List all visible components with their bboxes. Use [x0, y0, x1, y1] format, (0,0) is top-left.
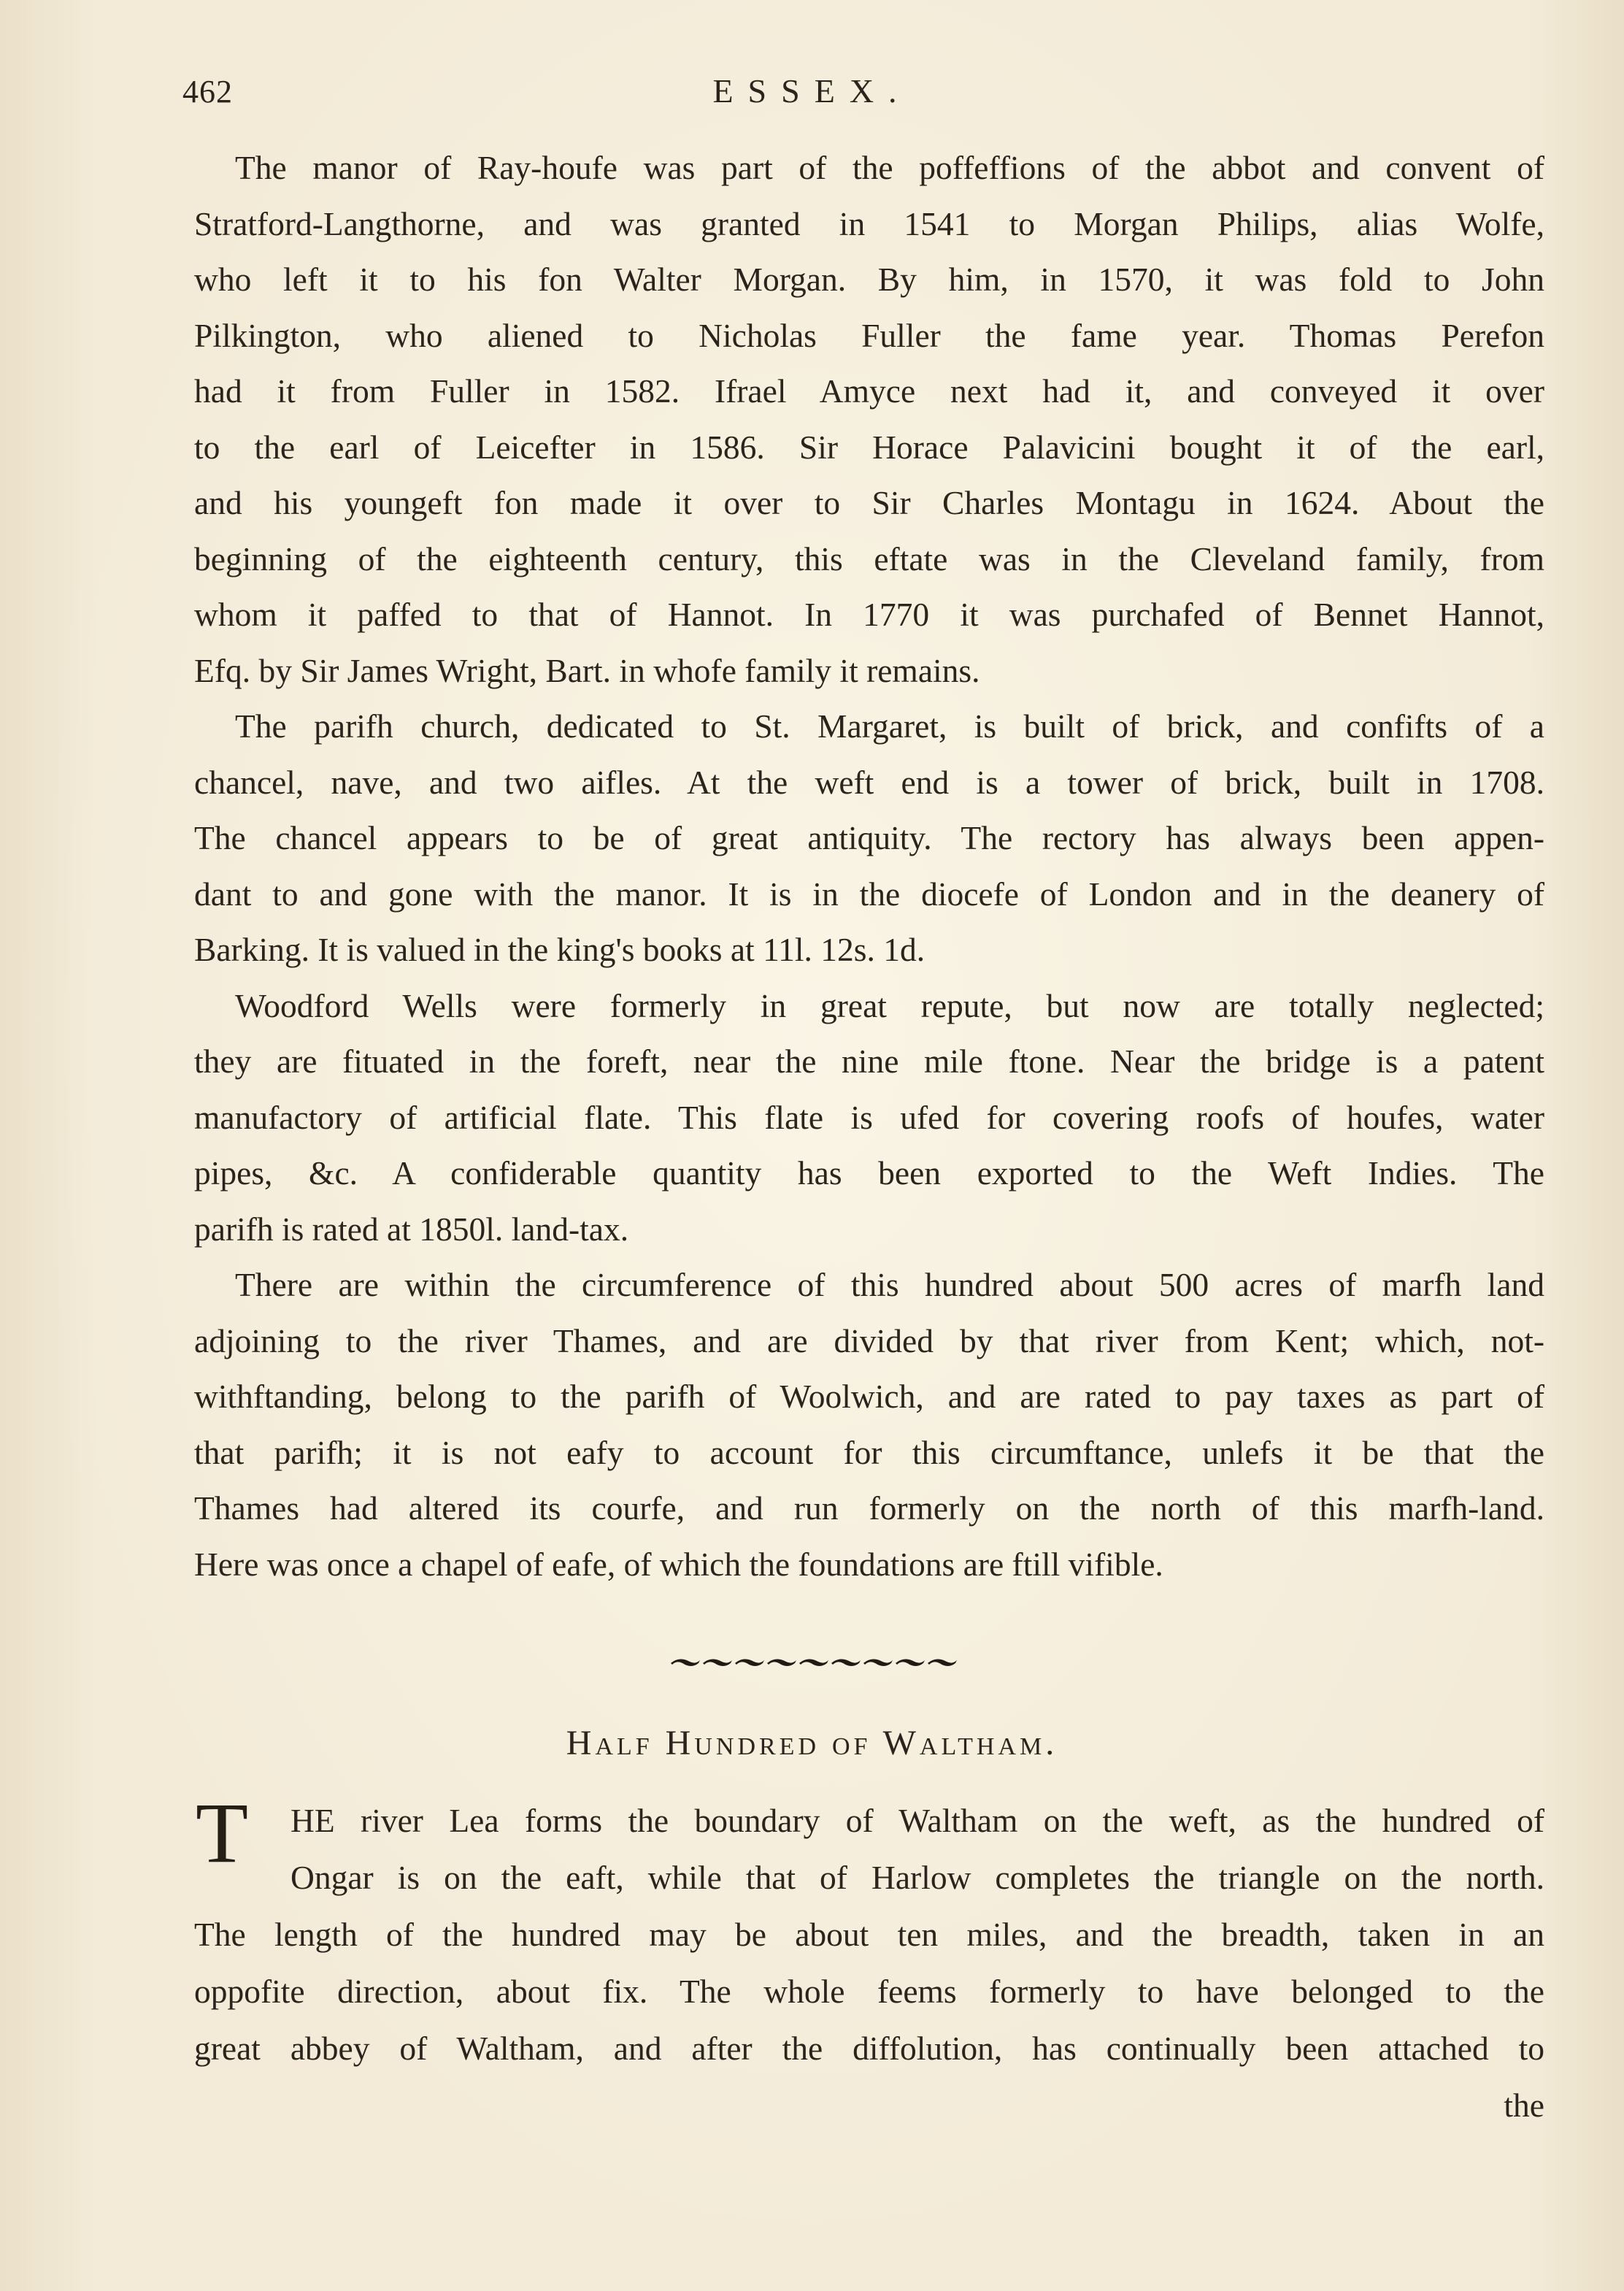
text-line: Barking. It is valued in the king's books at 11l. 12s. 1d. [194, 931, 925, 968]
text-line: chancel, nave, and two aifles. At the weft end is a tower of brick, built in 1708. [194, 763, 1544, 801]
text-line: Woodford Wells were formerly in great repute, but now are totally neglected; [235, 986, 1544, 1024]
page-number: 462 [182, 74, 233, 110]
text-line: adjoining to the river Thames, and are divided by that river from Kent; which, not- [194, 1321, 1544, 1359]
text-line: There are within the circumference of this hundred about 500 acres of marfh land [235, 1266, 1544, 1303]
text-line: beginning of the eighteenth century, this eftate was in the Cleveland family, from [194, 540, 1544, 577]
text-line: manufactory of artificial flate. This flate is ufed for covering roofs of houfes, water [194, 1098, 1544, 1136]
text-line: The length of the hundred may be about ten miles, and the breadth, taken in an [194, 1916, 1544, 1953]
text-line: HE river Lea forms the boundary of Waltham on the weft, as the hundred of [290, 1802, 1544, 1839]
section-ornament [0, 1651, 1624, 1676]
text-line: whom it paffed to that of Hannot. In 1770 it was purchafed of Bennet Hannot, [194, 596, 1544, 633]
text-line: had it from Fuller in 1582. Ifrael Amyce next had it, and conveyed it over [194, 372, 1544, 410]
paragraph-woodford-wells [194, 978, 1544, 1258]
text-line: Efq. by Sir James Wright, Bart. in whofe family it remains. [194, 651, 980, 689]
text-line: The parifh church, dedicated to St. Margaret, is built of brick, and confifts of a [235, 707, 1544, 745]
text-line: to the earl of Leicefter in 1586. Sir Horace Palavicini bought it of the earl, [194, 428, 1544, 466]
text-line: Stratford-Langthorne, and was granted in 1541 to Morgan Philips, alias Wolfe, [194, 204, 1544, 242]
body-text [194, 140, 1544, 1592]
text-line: who left it to his fon Walter Morgan. By him, in 1570, it was fold to John [194, 261, 1544, 298]
section-body [194, 1785, 1544, 2134]
text-line: Here was once a chapel of eafe, of which the foundations are ftill vifible. [194, 1545, 1163, 1583]
text-line: that parifh; it is not eafy to account for this circumftance, unlefs it be that the [194, 1433, 1544, 1471]
text-line: great abbey of Waltham, and after the diffolution, has continually been attached to [194, 2030, 1544, 2067]
text-line: The manor of Ray-houfe was part of the poffeffions of the abbot and convent of [235, 149, 1544, 186]
text-line: Thames had altered its courfe, and run formerly on the north of this marfh-land. [194, 1489, 1544, 1527]
text-line: withftanding, belong to the parifh of Woolwich, and are rated to pay taxes as part of [194, 1378, 1544, 1415]
paragraph-parish-church [194, 699, 1544, 978]
text-line: dant to and gone with the manor. It is in the diocefe of London and in the deanery of [194, 875, 1544, 913]
drop-cap: T [196, 1785, 249, 1881]
text-line: The chancel appears to be of great antiquity. The rectory has always been appen- [194, 819, 1544, 856]
text-line: and his youngeft fon made it over to Sir Charles Montagu in 1624. About the [194, 484, 1544, 521]
paragraph-marsh-land [194, 1257, 1544, 1592]
section-heading: Half Hundred of Waltham. [566, 1724, 1058, 1762]
text-line: parifh is rated at 1850l. land-tax. [194, 1210, 629, 1248]
text-line: oppofite direction, about fix. The whole feems formerly to have belonged to the [194, 1973, 1544, 2010]
text-line: Pilkington, who aliened to Nicholas Fuller the fame year. Thomas Perefon [194, 316, 1544, 354]
text-line: pipes, &c. A confiderable quantity has been exported to the Weft Indies. The [194, 1154, 1544, 1191]
wave-ornament-icon [666, 1653, 958, 1670]
text-line: Ongar is on the eaft, while that of Harlow completes the triangle on the north. [290, 1859, 1544, 1896]
running-head: ESSEX. [712, 72, 912, 110]
text-line: they are fituated in the foreft, near the nine mile ftone. Near the bridge is a patent [194, 1043, 1544, 1080]
catchword: the [1504, 2087, 1544, 2124]
paragraph-ray-house-manor [194, 140, 1544, 699]
